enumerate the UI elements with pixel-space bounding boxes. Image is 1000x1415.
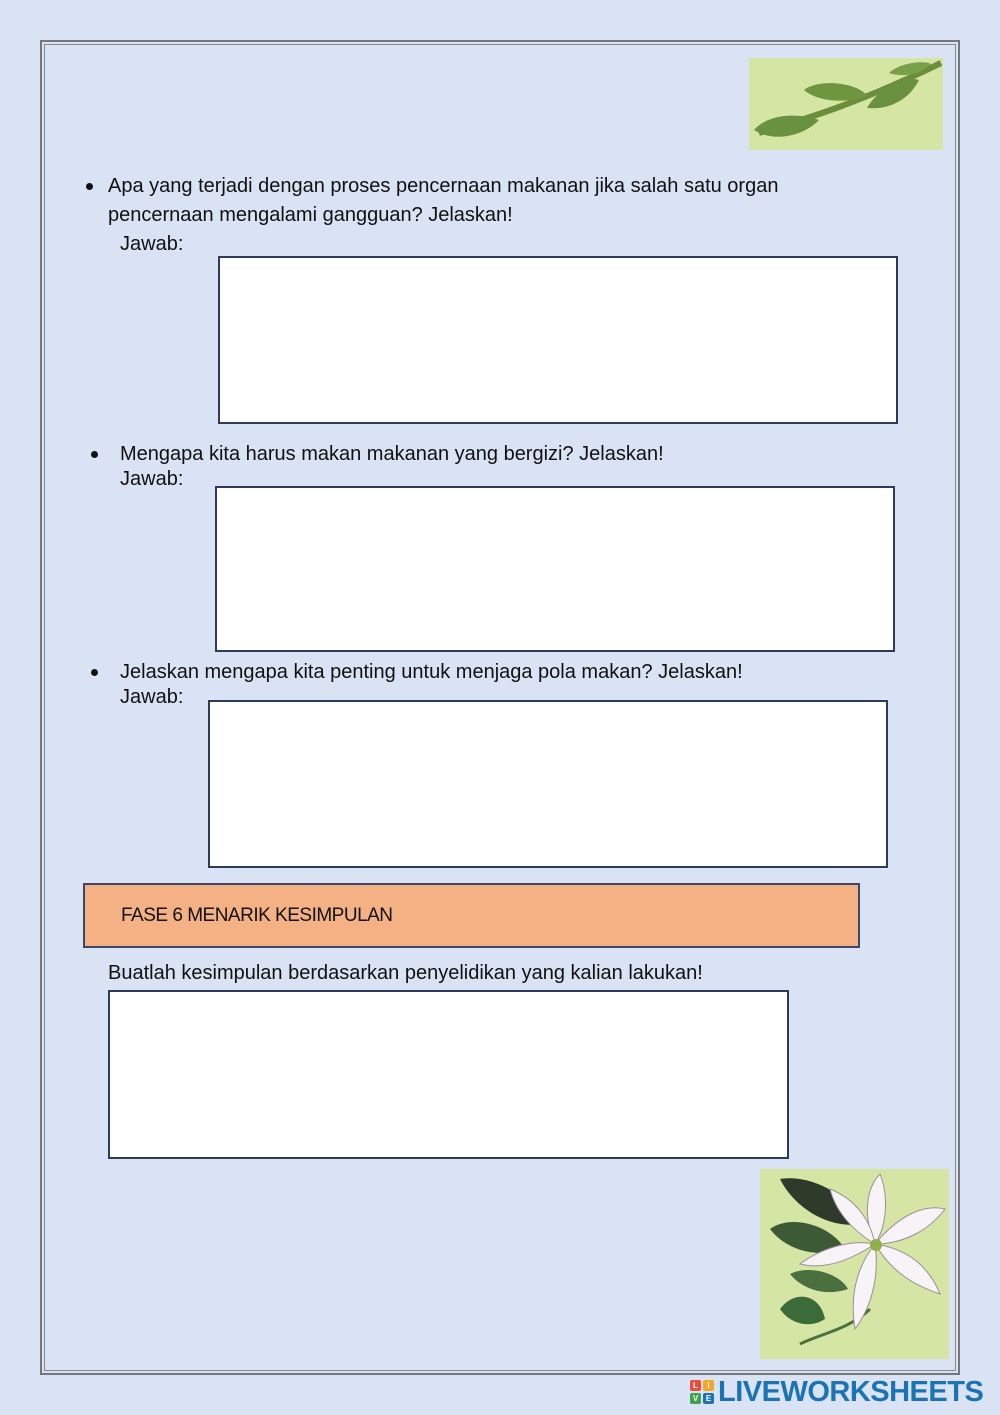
answer-box-1[interactable] — [218, 256, 898, 424]
question-3-line-1: Jelaskan mengapa kita penting untuk menjaga pola makan? Jelaskan! — [120, 661, 743, 683]
question-2-line-1: Mengapa kita harus makan makanan yang bergizi? Jelaskan! — [120, 443, 664, 465]
answer-box-2[interactable] — [215, 486, 895, 652]
bullet-icon — [91, 451, 98, 458]
answer-label-2: Jawab: — [120, 468, 184, 490]
flower-image — [760, 1169, 949, 1359]
leaf-branch-image — [749, 58, 943, 150]
bullet-icon — [86, 183, 93, 190]
logo-grid-icon: L I V E — [690, 1380, 714, 1404]
phase-header — [83, 883, 860, 948]
answer-box-3[interactable] — [208, 700, 888, 868]
phase-title: FASE 6 MENARIK KESIMPULAN — [121, 905, 393, 926]
conclusion-prompt: Buatlah kesimpulan berdasarkan penyelidikan yang kalian lakukan! — [108, 962, 703, 984]
question-1-line-1: Apa yang terjadi dengan proses pencernaan makanan jika salah satu organ — [108, 175, 779, 197]
answer-label-1: Jawab: — [120, 233, 184, 255]
answer-label-3: Jawab: — [120, 686, 184, 708]
conclusion-answer-box[interactable] — [108, 990, 789, 1159]
bullet-icon — [91, 669, 98, 676]
logo-text: LIVEWORKSHEETS — [718, 1375, 984, 1408]
liveworksheets-logo — [690, 1376, 983, 1408]
question-1-line-2: pencernaan mengalami gangguan? Jelaskan! — [108, 204, 513, 226]
